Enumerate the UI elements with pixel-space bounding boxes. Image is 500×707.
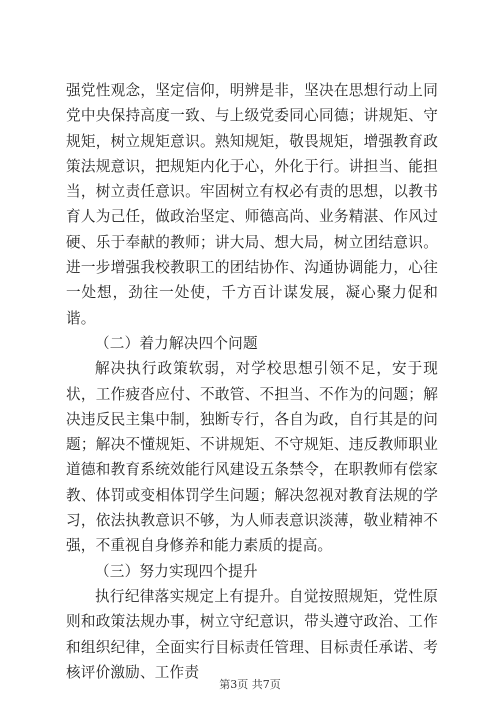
document-body [66,78,438,685]
section-heading-3: （三）努力实现四个提升 [95,562,258,580]
page-footer: 第3页 共7页 [219,678,281,691]
paragraph-improvements: 执行纪律落实规定上有提升。自觉按照规矩，党性原则和政策法规办事，树立守纪意识，带头遵守政治、工作和组织纪律，全面实行目标责任管理、目标责任承诺、考核评价激励、工作责 [66,587,438,681]
paragraph-problems: 解决执行政策软弱，对学校思想引领不足，安于现状，工作疲沓应付、不敢管、不担当、不作为的问题；解决违反民主集中制，独断专行，各自为政，自行其是的问题；解决不懂规矩、不讲规矩、不守规矩、违反教师职业道德和教育系统效能行风建设五条禁令，在职教师有偿家教、体罚或变相体罚学生问题；解决忽视对教育法规的学习，依法执教意识不够，为人师表意识淡薄，敬业精神不强，不重视自身修养和能力素质的提高。 [66,360,438,555]
paragraph-continued: 强党性观念，坚定信仰，明辨是非，坚决在思想行动上同党中央保持高度一致、与上级党委同心同德；讲规矩、守规矩，树立规矩意识。熟知规矩，敬畏规矩，增强教育政策法规意识，把规矩内化于心，外化于行。讲担当、能担当，树立责任意识。牢固树立有权必有责的思想，以教书育人为己任，做政治坚定、师德高尚、业务精湛、作风过硬、乐于奉献的教师；讲大局、想大局，树立团结意识。进一步增强我校教职工的团结协作、沟通协调能力，心往一处想，劲往一处使，千方百计谋发展，凝心聚力促和谐。 [66,82,438,327]
section-heading-2: （二）着力解决四个问题 [95,334,258,352]
